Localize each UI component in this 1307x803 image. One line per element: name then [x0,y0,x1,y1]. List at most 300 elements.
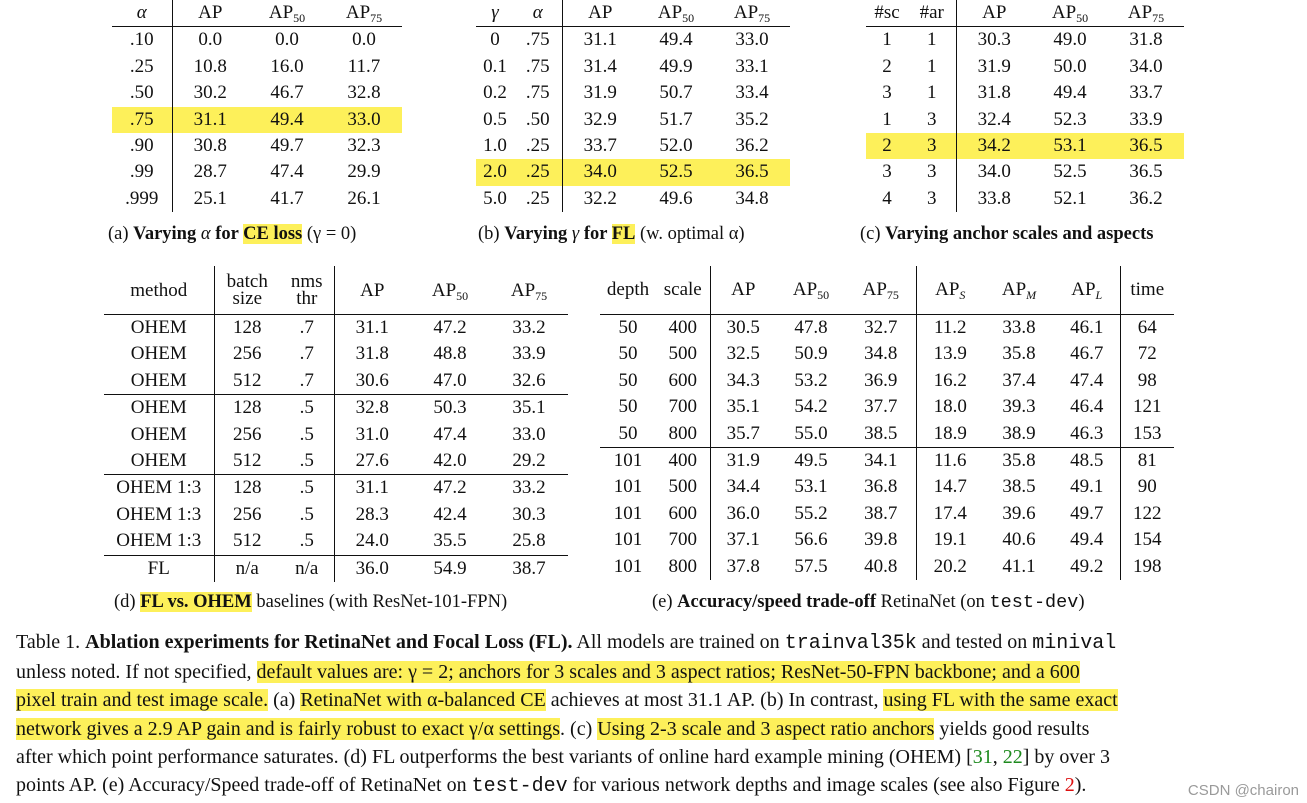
cell-ap50: 49.4 [659,29,693,51]
header-ap: AP [334,266,410,315]
cell-ap: 0.0 [198,29,223,51]
table-row [600,315,1174,342]
cell-ap: 34.4 [726,476,760,498]
cell-ap50: 49.9 [659,55,693,77]
cell-ap: 31.8 [355,343,389,365]
cell-sc: 2 [882,55,892,77]
cell-ap75: 33.0 [326,107,402,133]
caption-line-2 [16,658,1291,686]
cell-ap50: 50.0 [1053,55,1087,77]
cell-ap: 37.1 [726,529,760,551]
cell-method: OHEM [104,368,214,395]
cell-method: OHEM [104,395,214,422]
caption-d-prefix: (d) [114,592,141,612]
cell-aps: 14.7 [933,476,967,498]
cell-ar: 3 [908,133,956,159]
cell-time: 122 [1133,502,1162,524]
cell-ap50: 49.4 [1053,82,1087,104]
cell-ap: 35.7 [726,422,760,444]
cell-ap50: 47.8 [794,317,828,338]
header-thr: thr [296,288,318,309]
caption-highlight: Using 2-3 scale and 3 aspect ratio anchors [597,717,935,740]
header-ap: AP [956,0,1032,27]
header-ap: AP [562,0,638,27]
header-ap75: $AP_{75}$ [1108,0,1184,27]
cell-nms-thr: n/a [280,555,334,582]
cell-ap50: 53.1 [794,476,828,498]
table-row [112,54,402,80]
cell-ap50: 41.7 [270,187,304,209]
cell-nms-thr: .5 [280,395,334,422]
cell-alpha: .25 [514,159,562,185]
header-size: size [232,288,263,309]
caption-highlight: RetinaNet with α-balanced CE [300,689,546,712]
cell-ap75: 39.8 [846,527,916,553]
cell-gamma: 1.0 [483,135,507,157]
cell-ar: 3 [908,159,956,185]
cell-nms-thr: .7 [280,315,334,342]
caption-line-6 [16,771,1291,801]
cell-ap75: 33.2 [490,475,568,502]
cell-aps: 11.2 [933,317,967,338]
cell-alpha: .50 [514,107,562,133]
cell-ap75: 32.3 [347,135,381,157]
cell-apl: 49.4 [1054,527,1120,553]
cell-ap: 24.0 [355,530,389,552]
table-row [104,555,568,582]
cell-batch-size: 512 [233,530,262,552]
cell-apm: 39.6 [1002,502,1036,524]
cell-ap75: 30.3 [512,503,546,525]
cell-ap50: 54.2 [794,396,828,418]
cell-nms-thr: .5 [280,422,334,448]
cell-depth: 101 [600,448,656,475]
cell-alpha: .25 [514,133,562,159]
cell-alpha: .999 [112,186,172,212]
cell-ap: 27.6 [355,450,389,472]
cell-ap: 31.4 [583,55,617,77]
cell-depth: 50 [618,317,638,338]
table-a [112,0,402,212]
table-row [600,394,1174,420]
cell-batch-size: 256 [233,343,262,365]
cell-ap: 34.2 [956,133,1032,159]
cell-aps: 11.6 [916,448,984,475]
cell-depth: 101 [613,529,643,551]
cell-sc: 4 [882,187,892,209]
caption-mono-minival: minival [1032,632,1117,655]
header-time: time [1120,266,1174,315]
cell-ap75: 33.7 [1129,82,1163,104]
cell-ap: 31.9 [583,82,617,104]
cell-depth: 101 [613,555,643,577]
cell-ap: 37.8 [726,555,760,577]
cell-ap: 32.5 [726,343,760,365]
cell-ap75: 36.9 [846,368,916,394]
cell-method: OHEM [104,448,214,475]
header-ap50: $AP_{50}$ [410,266,490,315]
caption-line-3 [16,686,1291,714]
cell-alpha: .75 [514,27,562,54]
cell-ar: 3 [908,186,956,212]
cell-ap75: 33.4 [735,82,769,104]
cell-method: OHEM [104,422,214,448]
caption-text: for various network depths and image scales (see also Figure [567,774,1065,797]
cell-ap50: 49.0 [1053,29,1087,51]
cell-ap75: 34.0 [1129,55,1163,77]
cell-ap: 36.0 [726,502,760,524]
cell-batch-size: 128 [214,395,280,422]
header-apl: $AP_L$ [1054,266,1120,315]
table-row [600,421,1174,448]
cell-ap75: 34.8 [735,187,769,209]
cell-depth: 50 [618,422,638,444]
caption-highlight: using FL with the same exact [883,689,1118,712]
table-b [476,0,790,212]
table-row [104,341,568,367]
cell-ar: 1 [908,27,956,54]
caption-e-mono: test-dev [989,592,1079,613]
cell-aps: 13.9 [933,343,967,365]
table-row [112,159,402,185]
table-row [866,80,1184,106]
cell-ap75: 26.1 [347,187,381,209]
header-apm: $AP_M$ [984,266,1054,315]
header-batch-size [214,266,280,315]
cell-apl: 48.5 [1054,448,1120,475]
cell-batch-size: n/a [214,555,280,582]
caption-label: Table 1. [16,631,86,653]
table-row [112,133,402,159]
header-ap50: $AP_{50}$ [776,266,846,315]
header-method: method [104,266,214,315]
cell-alpha: .50 [112,80,172,106]
table-row [104,528,568,555]
caption-a [108,224,356,245]
table-d [104,266,568,582]
cell-depth: 50 [618,369,638,391]
header-gamma: γ [476,0,514,27]
cell-ap: 10.8 [193,55,227,77]
caption-a-alpha: α [200,224,211,244]
cell-aps: 17.4 [933,502,967,524]
cell-ap50: 57.5 [794,555,828,577]
cell-apm: 40.6 [1002,529,1036,551]
cell-scale: 700 [656,394,710,420]
header-ap75: $AP_{75}$ [846,266,916,315]
cell-nms-thr: .5 [280,528,334,555]
caption-a-bold: Varying [133,224,201,244]
cell-ap75: 35.2 [735,108,769,130]
cell-ap50: 49.5 [776,448,846,475]
cell-alpha: .25 [112,54,172,80]
cell-ap: 31.1 [355,317,389,338]
cell-ap75: 34.8 [846,341,916,367]
caption-a-rest: (γ = 0) [302,224,357,244]
header-ap50: $AP_{50}$ [1032,0,1108,27]
table-row [600,448,1174,475]
cell-gamma: 5.0 [483,187,507,209]
cell-apm: 39.3 [1002,396,1036,418]
table-row [104,422,568,448]
caption-text: points AP. (e) Accuracy/Speed trade-off of RetinaNet on [16,774,472,797]
header-ap75: $AP_{75}$ [326,0,402,27]
cell-ap75: 29.9 [347,161,381,183]
cell-ap50: 50.9 [794,343,828,365]
cell-gamma: 0 [490,29,500,51]
cell-nms-thr: .7 [280,368,334,395]
caption-mono-trainval: trainval35k [784,632,917,655]
cell-ap: 32.9 [583,108,617,130]
cell-scale: 800 [656,421,710,448]
caption-text: and tested on [916,631,1033,653]
header-sc: #sc [866,0,908,27]
caption-d [114,592,507,613]
cell-scale: 500 [656,341,710,367]
cell-ap75: 36.5 [1129,161,1163,183]
cell-ap75: 40.8 [846,554,916,580]
cell-ap: 30.3 [977,29,1011,51]
caption-text: yields good results [934,717,1090,740]
cell-ap75: 36.8 [846,474,916,500]
caption-b-gamma: γ [571,224,580,244]
caption-text: . (c) [560,717,598,740]
header-ap50: $AP_{50}$ [638,0,714,27]
caption-text: unless noted. If not specified, [16,661,257,684]
cell-ap75: 33.9 [1129,108,1163,130]
table-row [866,54,1184,80]
cell-ap: 30.2 [193,82,227,104]
table-row [476,54,790,80]
cell-ap75: 36.5 [714,159,790,185]
header-alpha: α [112,0,172,27]
cell-ap75: 38.7 [846,501,916,527]
table-row [104,448,568,475]
table-row [600,501,1174,527]
cell-method: FL [104,555,214,582]
cell-time: 98 [1137,369,1157,391]
caption-b [478,224,745,245]
caption-c-prefix: (c) [860,224,886,244]
cell-ap50: 16.0 [270,55,304,77]
figure-link[interactable]: 2 [1064,774,1075,797]
caption-mono-testdev: test-dev [471,775,568,799]
cell-ap75: 31.8 [1129,29,1163,51]
cell-ap50: 53.1 [1032,133,1108,159]
cell-ap50: 42.4 [433,503,467,525]
caption-title: Ablation experiments for RetinaNet and Focal Loss (FL). [85,631,573,653]
table-row [112,186,402,212]
cell-ap75: 33.0 [512,423,546,445]
cell-ap: 30.6 [355,369,389,391]
cell-scale: 600 [656,501,710,527]
caption-d-rest: baselines (with ResNet-101-FPN) [251,592,508,612]
table-row [600,554,1174,580]
cell-ap50: 0.0 [275,29,299,51]
cell-scale: 400 [656,448,710,475]
cell-apm: 35.8 [984,448,1054,475]
cell-method: OHEM [104,341,214,367]
caption-e-rest: RetinaNet (on [875,592,990,612]
cell-apm: 33.8 [1002,317,1036,338]
cell-ap50: 52.5 [1053,161,1087,183]
cell-ap50: 35.5 [433,530,467,552]
cell-gamma: 0.2 [483,82,507,104]
cell-batch-size: 256 [233,503,262,525]
table-row [112,80,402,106]
header-batch: batch [226,271,268,292]
table-row [476,186,790,212]
cell-ap50: 47.0 [433,369,467,391]
cell-aps: 20.2 [933,555,967,577]
cell-apl: 46.4 [1054,394,1120,420]
caption-e-bold: Accuracy/speed trade-off [677,592,876,612]
caption-b-highlight: FL [611,224,636,244]
cell-aps: 19.1 [933,529,967,551]
caption-e-close: ) [1078,592,1085,612]
cell-apl: 49.7 [1054,501,1120,527]
cell-batch-size: 512 [233,450,262,472]
cell-ap50: 46.7 [270,82,304,104]
table-row [600,341,1174,367]
cell-ap75: 33.0 [735,29,769,51]
caption-text: ] by over 3 [1022,745,1110,768]
cell-time: 72 [1137,343,1157,365]
cell-ap: 33.8 [977,187,1011,209]
cell-apm: 37.4 [1002,369,1036,391]
caption-e-prefix: (e) [652,592,678,612]
cell-time: 198 [1133,555,1162,577]
cell-ap75: 25.8 [512,530,546,552]
table-row [600,368,1174,394]
caption-a-bold2: for [210,224,244,244]
cell-sc: 2 [866,133,908,159]
caption-highlight: pixel train and test image scale. [16,689,269,712]
cell-ap75: 32.8 [347,82,381,104]
cell-apl: 46.1 [1054,315,1120,342]
table-row [866,186,1184,212]
cell-scale: 400 [656,315,710,342]
caption-line-5 [16,743,1291,771]
table-row [866,159,1184,185]
caption-line-1 [16,628,1291,658]
cell-sc: 3 [882,161,892,183]
cell-ap75: 32.7 [846,315,916,342]
caption-b-rest: (w. optimal α) [635,224,745,244]
cell-ap: 34.0 [977,161,1011,183]
table-row [600,474,1174,500]
cell-method: OHEM 1:3 [104,475,214,502]
cell-scale: 500 [656,474,710,500]
table-row [104,475,568,502]
caption-text: ). [1074,774,1087,797]
header-ap50: $AP_{50}$ [248,0,326,27]
cell-ap50: 52.5 [638,159,714,185]
table-row [866,133,1184,159]
cell-sc: 1 [882,108,892,130]
cell-nms-thr: .5 [280,448,334,475]
cell-alpha: .75 [514,80,562,106]
header-ar: #ar [908,0,956,27]
table-row [104,395,568,422]
table-row [104,315,568,342]
cell-ap: 25.1 [193,187,227,209]
cell-apm: 35.8 [1002,343,1036,365]
cell-ap75: 33.9 [512,343,546,365]
table-row [476,133,790,159]
cell-ap50: 47.4 [270,161,304,183]
table-caption [16,628,1291,801]
caption-line-4 [16,715,1291,743]
cell-ap: 32.8 [334,395,410,422]
cell-method: OHEM [104,315,214,342]
caption-e [652,592,1085,613]
cell-alpha: .75 [112,107,172,133]
cell-alpha: .25 [514,186,562,212]
cell-ap: 35.1 [726,396,760,418]
citation-link[interactable]: 31 [972,745,993,768]
cell-ap: 28.3 [355,503,389,525]
cell-alpha: .99 [112,159,172,185]
cell-aps: 18.0 [933,396,967,418]
cell-sc: 3 [882,82,892,104]
caption-b-bold2: for [579,224,612,244]
table-row [476,107,790,133]
cell-ap: 31.0 [355,423,389,445]
cell-nms-thr: .5 [280,475,334,502]
cell-batch-size: 256 [233,423,262,445]
cell-depth: 50 [618,396,638,418]
cell-ap75: 34.1 [846,448,916,475]
cell-ap50: 50.7 [659,82,693,104]
watermark: CSDN @chairon [1187,782,1299,799]
cell-ap: 36.0 [334,555,410,582]
cell-ap75: 29.2 [512,450,546,472]
citation-link[interactable]: 22 [1002,745,1023,768]
table-row [600,527,1174,553]
cell-ap50: 56.6 [794,529,828,551]
cell-alpha: .75 [514,54,562,80]
cell-depth: 101 [613,502,643,524]
cell-scale: 800 [656,554,710,580]
cell-ap75: 33.2 [512,317,546,338]
header-alpha: α [514,0,562,27]
table-row [476,27,790,54]
cell-method: OHEM 1:3 [104,502,214,528]
cell-ap50: 48.8 [433,343,467,365]
cell-ap: 30.5 [726,317,760,338]
caption-text: , [992,745,1003,768]
cell-ap50: 47.2 [433,317,467,338]
cell-ap50: 55.2 [794,502,828,524]
cell-gamma: 2.0 [476,159,514,185]
cell-ap50: 52.0 [659,135,693,157]
cell-ap50: 52.1 [1053,187,1087,209]
caption-text: after which point performance saturates. (d) FL outperforms the best variants of online hard example mining (OHEM) [ [16,745,973,768]
cell-apl: 47.4 [1054,368,1120,394]
caption-highlight: network gives a 2.9 AP gain and is fairly robust to exact γ/α settings [16,717,561,740]
cell-apl: 49.2 [1054,554,1120,580]
header-aps: $AP_S$ [916,266,984,315]
cell-ap: 28.7 [193,161,227,183]
cell-ap75: 36.2 [1129,187,1163,209]
cell-time: 154 [1133,529,1162,551]
cell-ap50: 47.4 [433,423,467,445]
cell-scale: 600 [656,368,710,394]
cell-aps: 16.2 [933,369,967,391]
header-nms: nms [290,271,323,292]
table-e [600,266,1174,580]
